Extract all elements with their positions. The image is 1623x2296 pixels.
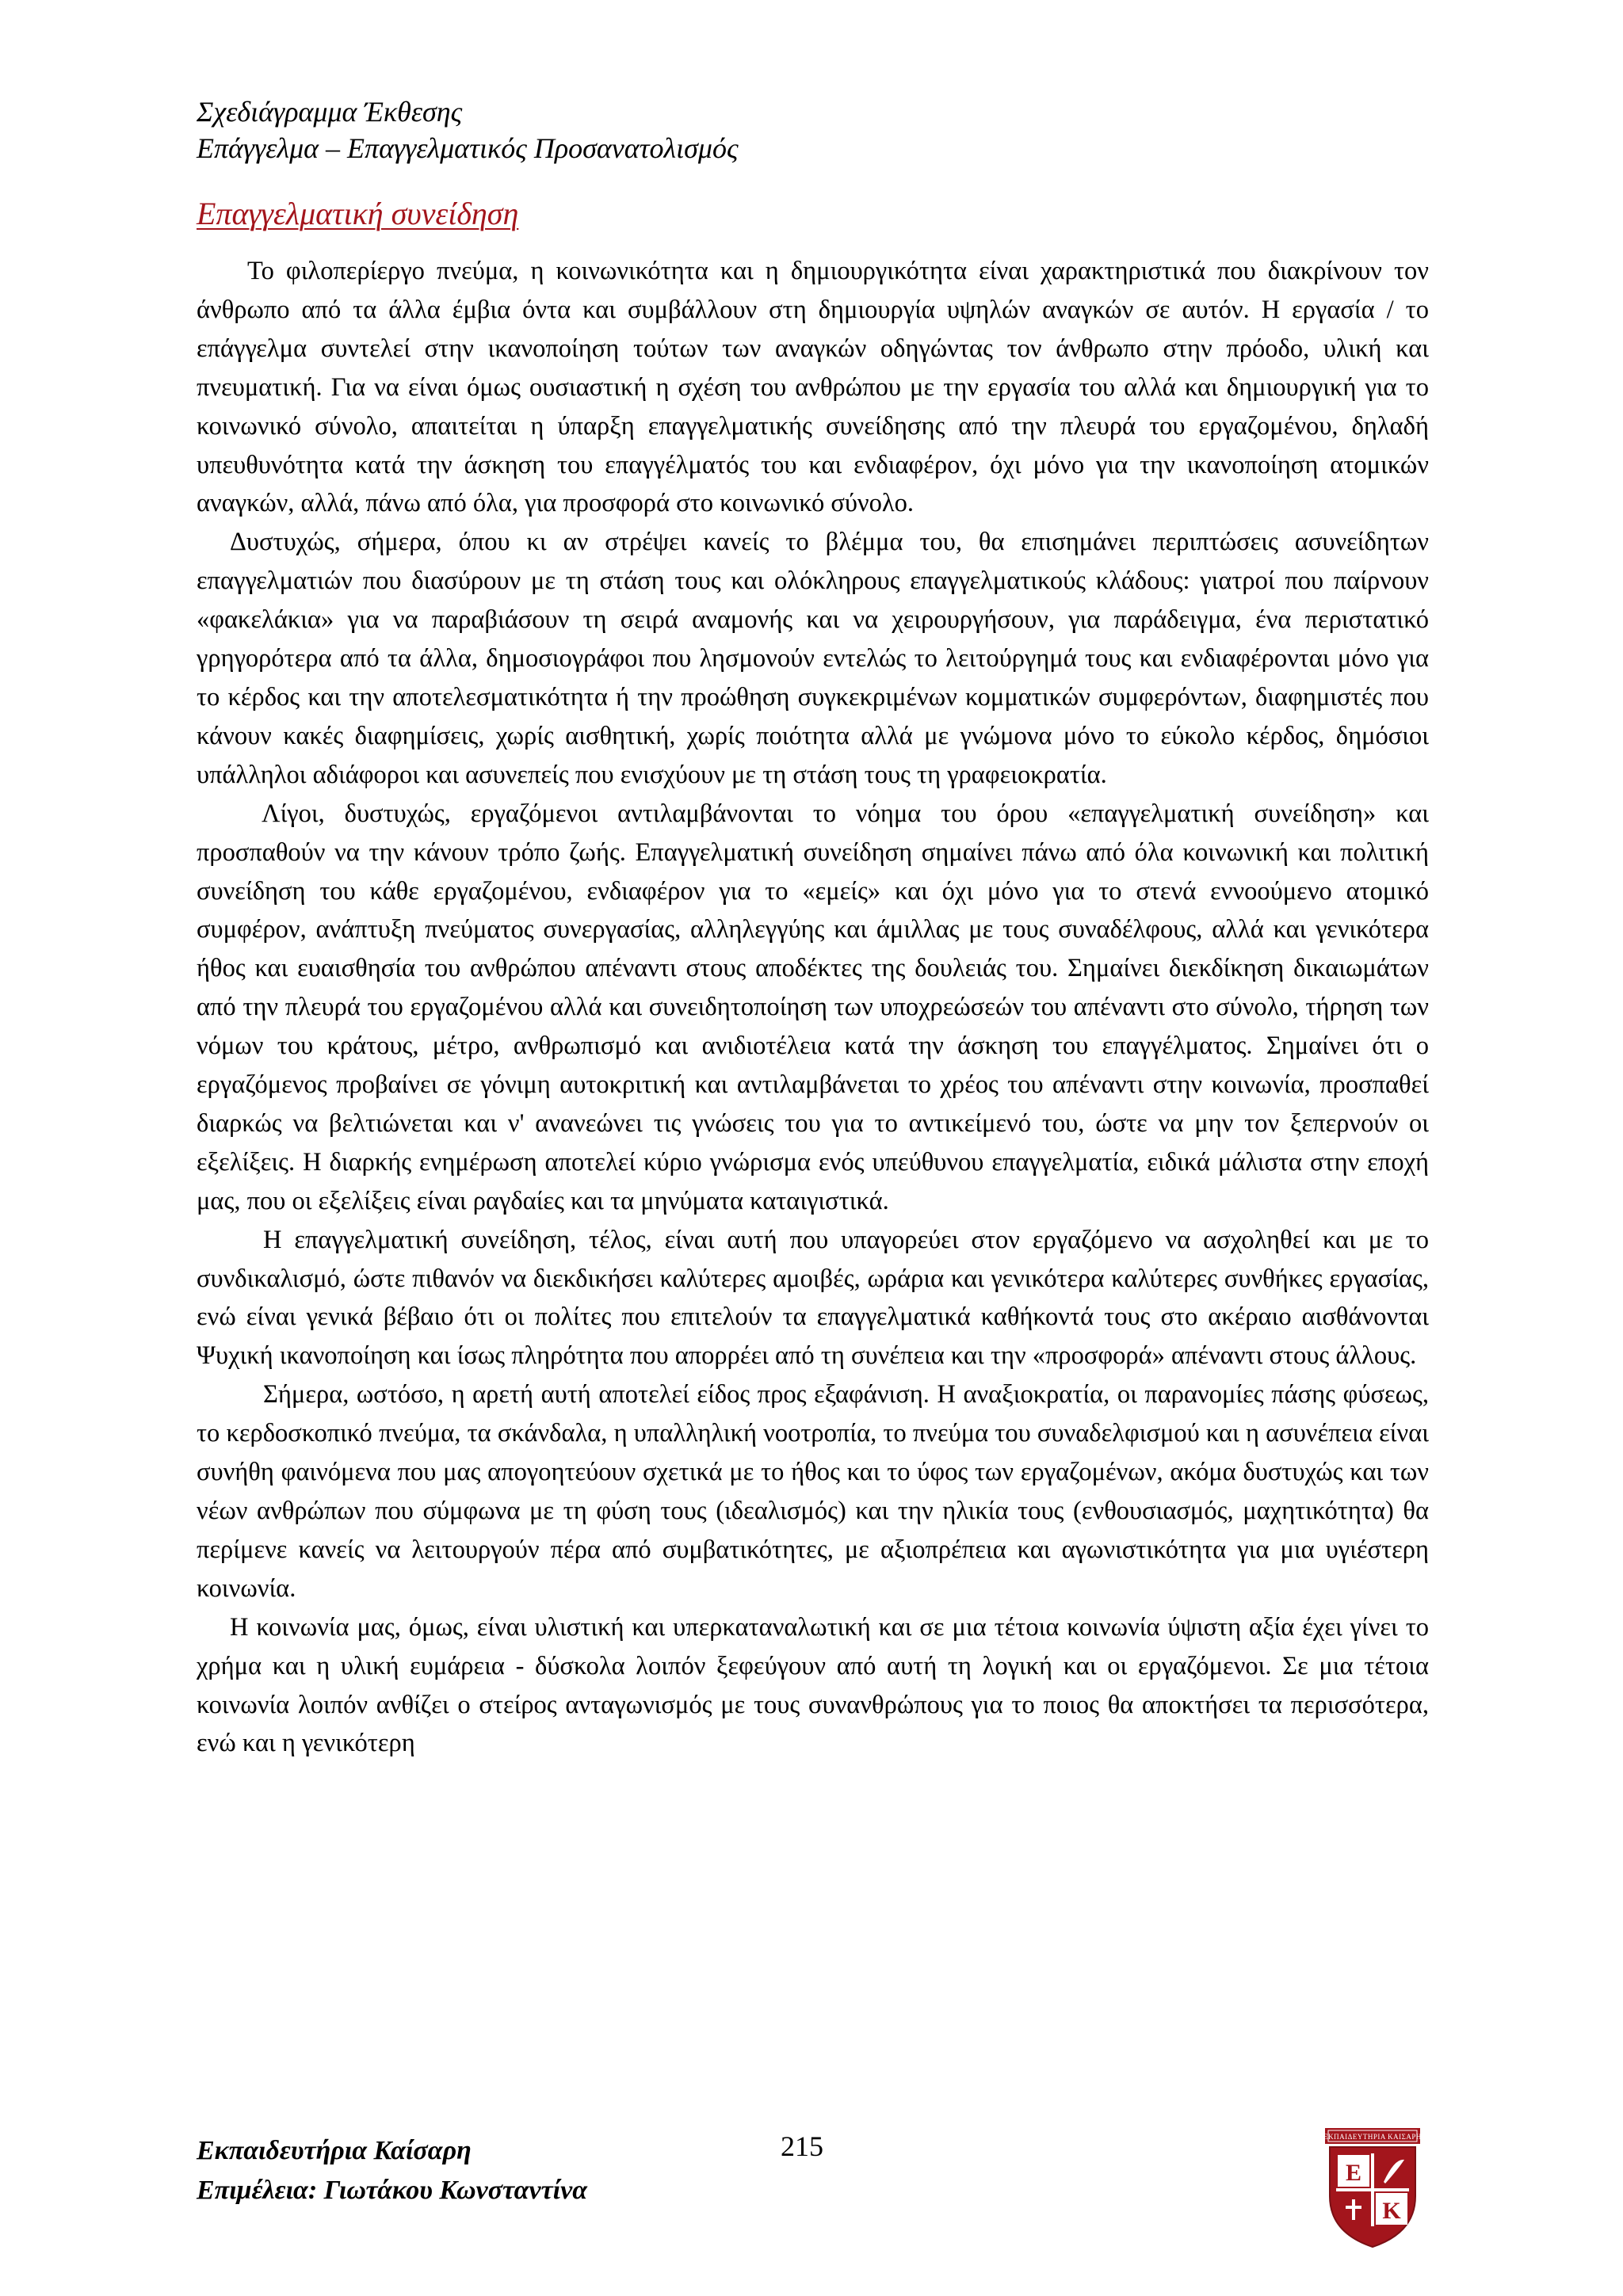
logo-banner-text: ΕΚΠΑΙΔΕΥΤΗΡΙΑ ΚΑΙΣΑΡΗ [1323,2133,1422,2141]
logo-letter-k: K [1382,2198,1401,2224]
paragraph-5: Σήμερα, ωστόσο, η αρετή αυτή αποτελεί είδος προς εξαφάνιση. Η αναξιοκρατία, οι παρανομίες πάσης φύσεως, το κερδοσκοπικό πνεύμα, τα σκάνδαλα, η υπαλληλική νοοτροπία, το πνεύμα του συναδελφισμού και η ασυνέπεια είναι συνήθη φαινόμενα που μας απογοητεύουν σχετικά με το ήθος και το ύφος των εργαζομένων, ακόμα δυστυχώς και των νέων ανθρώπων που σύμφωνα με τη φύση τους (ιδεαλισμός) και την ηλικία τους (ενθουσιασμός, μαχητικότητα) θα περίμενε κανείς να λειτουργούν πέρα από συμβατικότητες, με αξιοπρέπεια και αγωνιστικότητα για μια υγιέστερη κοινωνία. [197,1380,1429,1603]
school-name: Εκπαιδευτήρια Καίσαρη [197,2136,472,2165]
paragraph-2: Δυστυχώς, σήμερα, όπου κι αν στρέψει κανείς το βλέμμα του, θα επισημάνει περιπτώσεις ασυνείδητων επαγγελματιών που διασύρουν με τη στάση τους και ολόκληρους επαγγελματικούς κλάδους: γιατροί που παίρνουν «φακελάκια» για να παραβιάσουν τη σειρά αναμονής και να χειρουργήσουν, για παράδειγμα, ένα περιστατικό γρηγορότερα από τα άλλα, δημοσιογράφοι που λησμονούν εντελώς το λειτούργημά τους και ενδιαφέρονται μόνο για το κέρδος και την αποτελεσματικότητα ή την προώθηση συγκεκριμένων κομματικών συμφερόντων, διαφημιστές που κάνουν κακές διαφημίσεις, χωρίς αισθητική, χωρίς ποιότητα αλλά με γνώμονα μόνο το εύκολο κέρδος, δημόσιοι υπάλληλοι αδιάφοροι και ασυνεπείς που ενισχύουν με τη στάση τους τη γραφειοκρατία. [197,528,1429,789]
page-number: 215 [781,2130,823,2162]
logo-letter-e: E [1345,2160,1362,2186]
paragraph-1: Το φιλοπερίεργο πνεύμα, η κοινωνικότητα και η δημιουργικότητα είναι χαρακτηριστικά που διακρίνουν τον άνθρωπο από τα άλλα έμβια όντα και συμβάλλουν στη δημιουργία υψηλών αναγκών σε αυτόν. Η εργασία / το επάγγελμα συντελεί στην ικανοποίηση τούτων των αναγκών οδηγώντας τον άνθρωπο στην πρόοδο, υλική και πνευματική. Για να είναι όμως ουσιαστική η σχέση του ανθρώπου με την εργασία του αλλά και δημιουργική για το κοινωνικό σύνολο, απαιτείται η ύπαρξη επαγγελματικής συνείδησης από την πλευρά του εργαζομένου, δηλαδή υπευθυνότητα κατά την άσκηση του επαγγέλματός του και ενδιαφέρον, όχι μόνο για την ικανοποίηση ατομικών αναγκών, αλλά, πάνω από όλα, για προσφορά στο κοινωνικό σύνολο. [197,257,1429,518]
paragraph-4: Η επαγγελματική συνείδηση, τέλος, είναι αυτή που υπαγορεύει στον εργαζόμενο να ασχοληθεί και με το συνδικαλισμό, ώστε πιθανόν να διεκδικήσει καλύτερες αμοιβές, ωράρια και γενικότερα καλύτερες συνθήκες εργασίας, ενώ είναι γενικά βέβαιο ότι οι πολίτες που επιτελούν τα επαγγελματικά καθήκοντά τους στο ακέραιο αισθάνονται Ψυχική ικανοποίηση και ίσως πληρότητα που απορρέει από τη συνέπεια και την «προσφορά» απέναντι στους άλλους. [197,1225,1429,1371]
school-logo [1322,2123,1423,2250]
section-title: Επαγγελματική συνείδηση [197,196,519,231]
paragraph-3: Λίγοι, δυστυχώς, εργαζόμενοι αντιλαμβάνονται το νόημα του όρου «επαγγελματική συνείδηση» και προσπαθούν να την κάνουν τρόπο ζωής. Επαγγελματική συνείδηση σημαίνει πάνω από όλα κοινωνική και πολιτική συνείδηση του κάθε εργαζομένου, ενδιαφέρον για το «εμείς» και όχι μόνο για το στενά εννοούμενο ατομικό συμφέρον, ανάπτυξη πνεύματος συνεργασίας, αλληλεγγύης και άμιλλας με τους συναδέλφους, αλλά και γενικότερα ήθος και ευαισθησία του ανθρώπου απέναντι στους αποδέκτες της δουλειάς του. Σημαίνει διεκδίκηση δικαιωμάτων από την πλευρά του εργαζομένου αλλά και συνειδητοποίηση των υποχρεώσεών του απέναντι στο σύνολο, τήρηση των νόμων του κράτους, μέτρο, ανθρωπισμό και ανιδιοτέλεια κατά την άσκηση του επαγγέλματος. Σημαίνει ότι ο εργαζόμενος προβαίνει σε γόνιμη αυτοκριτική και αντιλαμβάνεται το χρέος του απέναντι στην κοινωνία, προσπαθεί διαρκώς να βελτιώνεται και ν' ανανεώνει τις γνώσεις του για το αντικείμενό του, ώστε να μην τον ξεπερνούν οι εξελίξεις. Η διαρκής ενημέρωση αποτελεί κύριο γνώρισμα ενός υπεύθυνου επαγγελματία, ειδικά μάλιστα στην εποχή μας, που οι εξελίξεις είναι ραγδαίες και τα μηνύματα καταιγιστικά. [197,799,1429,1215]
page-header [197,93,1433,166]
paragraph-6: Η κοινωνία μας, όμως, είναι υλιστική και υπερκαταναλωτική και σε μια τέτοια κοινωνία ύψιστη αξία έχει γίνει το χρήμα και η υλική ευμάρεια - δύσκολα λοιπόν ξεφεύγουν από αυτή τη λογική και οι εργαζόμενοι. Σε μια τέτοια κοινωνία λοιπόν ανθίζει ο στείρος ανταγωνισμός με τους συνανθρώπους για το ποιος θα αποκτήσει τα περισσότερα, ενώ και η γενικότερη [197,1612,1429,1758]
document-topic: Επάγγελμα – Επαγγελματικός Προσανατολισμός [197,132,739,164]
page-footer [197,2131,587,2210]
body-text [197,252,1429,1763]
document-type: Σχεδιάγραμμα Έκθεσης [197,96,463,128]
editor-credit: Επιμέλεια: Γιωτάκου Κωνσταντίνα [197,2176,587,2205]
